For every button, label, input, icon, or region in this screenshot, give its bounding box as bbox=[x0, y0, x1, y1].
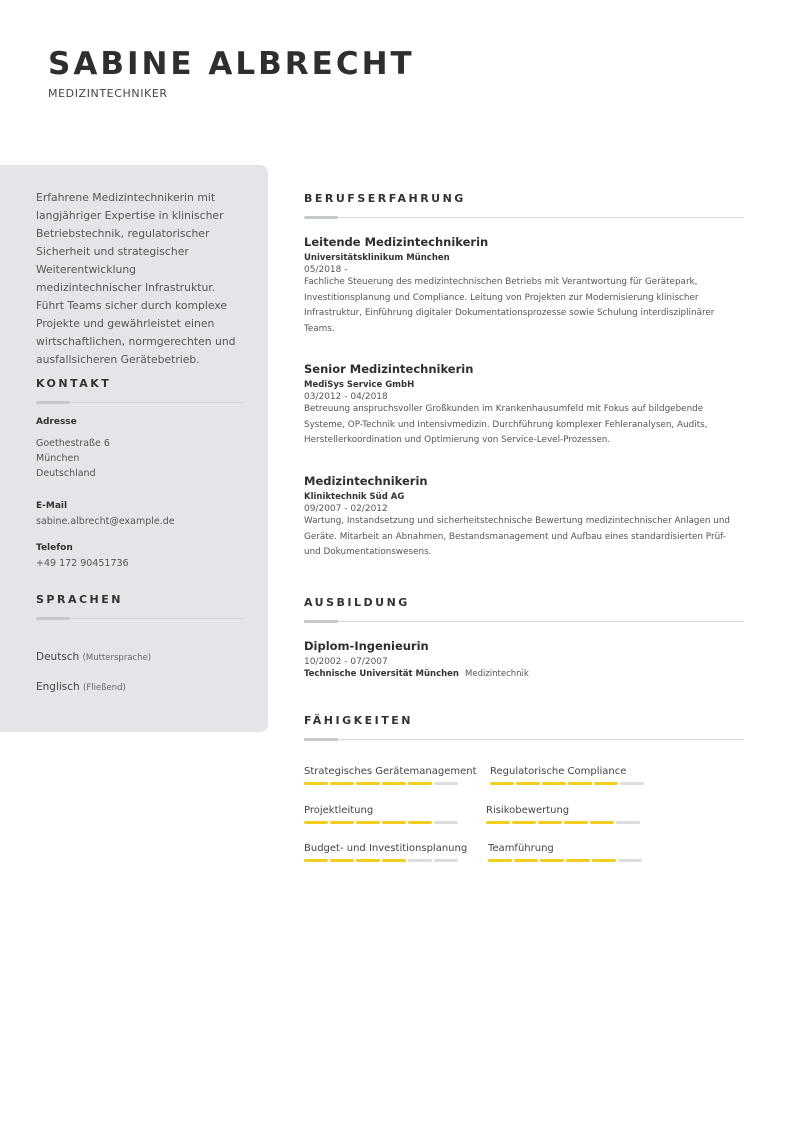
skill-name: Strategisches Gerätemanagement bbox=[304, 766, 477, 777]
job-entry-description: Betreuung anspruchsvoller Großkunden im Krankenhausumfeld mit Fokus auf bildgebende Systeme, OP-Technik und Intensivmedizin. Durchführung komplexer Fehleranalysen, Audits, Herstellerkoordination und Optimierung von Service-Level-Prozessen. bbox=[304, 404, 708, 445]
education-heading: AUSBILDUNG bbox=[304, 596, 410, 609]
skill-level-segment-filled bbox=[330, 859, 354, 862]
skill-level-bar bbox=[488, 859, 642, 862]
profile-summary: Erfahrene Medizintechnikerin mit langjähriger Expertise in klinischer Betriebstechnik, regulatorischer Sicherheit und strategischer Weiterentwicklung medizintechnischer Infrastruktur. Führt Teams sicher durch komplexe Projekte und gewährleistet einen wirtschaftlichen, normgerechten und ausfallsicheren Gerätebetrieb. bbox=[36, 191, 236, 366]
experience-heading: BERUFSERFAHRUNG bbox=[304, 192, 466, 205]
skill-level-segment-filled bbox=[356, 782, 380, 785]
skill-level-segment-empty bbox=[620, 782, 644, 785]
skill-level-segment-filled bbox=[538, 821, 562, 824]
skill-level-bar bbox=[486, 821, 640, 824]
contact-divider-accent bbox=[36, 401, 70, 404]
language-level: (Muttersprache) bbox=[82, 653, 152, 663]
language-level: (Fließend) bbox=[83, 683, 126, 693]
skill-level-segment-filled bbox=[540, 859, 564, 862]
address-line: München bbox=[36, 453, 80, 464]
skill-level-bar bbox=[304, 859, 467, 862]
job-entry-company: Universitätsklinikum München bbox=[304, 253, 450, 263]
skill-item bbox=[488, 843, 642, 862]
skill-level-segment-filled bbox=[304, 859, 328, 862]
skill-level-segment-filled bbox=[486, 821, 510, 824]
skill-level-bar bbox=[304, 821, 458, 824]
job-entry-description: Wartung, Instandsetzung und sicherheitstechnische Bewertung medizintechnischer Anlagen und Geräte. Mitarbeit an Abnahmen, Bestandsmanagement und Aufbau eines standardisierten Prüf- und Dokumentationswesens. bbox=[304, 516, 731, 557]
skill-level-segment-filled bbox=[408, 821, 432, 824]
skill-level-segment-filled bbox=[490, 782, 514, 785]
skill-item bbox=[490, 766, 644, 785]
education-dates: 10/2002 - 07/2007 bbox=[304, 657, 388, 667]
skills-divider-accent bbox=[304, 738, 338, 741]
skill-level-segment-filled bbox=[356, 859, 380, 862]
skill-level-segment-filled bbox=[566, 859, 590, 862]
skill-name: Projektleitung bbox=[304, 805, 374, 816]
skill-level-segment-filled bbox=[542, 782, 566, 785]
skill-level-segment-filled bbox=[592, 859, 616, 862]
skill-level-segment-filled bbox=[512, 821, 536, 824]
skill-level-segment-filled bbox=[382, 859, 406, 862]
skill-level-bar bbox=[490, 782, 644, 785]
phone-label: Telefon bbox=[36, 543, 73, 553]
skill-item bbox=[304, 766, 477, 785]
education-institution: Technische Universität München bbox=[304, 669, 459, 679]
education-degree: Diplom-Ingenieurin bbox=[304, 639, 429, 653]
job-entry-title: Medizintechnikerin bbox=[304, 474, 428, 488]
job-entry-dates: 05/2018 - bbox=[304, 265, 348, 275]
skill-level-segment-empty bbox=[616, 821, 640, 824]
education-divider-accent bbox=[304, 620, 338, 623]
skill-item bbox=[486, 805, 640, 824]
language-item bbox=[36, 651, 151, 663]
skill-level-segment-filled bbox=[564, 821, 588, 824]
skill-level-segment-filled bbox=[568, 782, 592, 785]
language-name: Deutsch bbox=[36, 651, 80, 663]
skill-level-segment-empty bbox=[434, 821, 458, 824]
education-specialization: Medizintechnik bbox=[465, 669, 529, 679]
address-line: Deutschland bbox=[36, 468, 96, 479]
email-link[interactable]: sabine.albrecht@example.de bbox=[36, 516, 175, 527]
skills-heading: FÄHIGKEITEN bbox=[304, 714, 413, 727]
skill-level-segment-empty bbox=[618, 859, 642, 862]
skill-level-segment-filled bbox=[356, 821, 380, 824]
skill-level-segment-empty bbox=[408, 859, 432, 862]
skills-divider bbox=[304, 739, 744, 740]
job-title: MEDIZINTECHNIKER bbox=[48, 87, 168, 100]
skill-name: Budget- und Investitionsplanung bbox=[304, 843, 468, 854]
language-item bbox=[36, 681, 126, 693]
skill-level-segment-filled bbox=[304, 821, 328, 824]
education-divider bbox=[304, 621, 744, 622]
skill-name: Risikobewertung bbox=[486, 805, 570, 816]
skill-level-segment-filled bbox=[516, 782, 540, 785]
email-label: E-Mail bbox=[36, 501, 68, 511]
languages-heading: SPRACHEN bbox=[36, 593, 123, 606]
job-entry bbox=[304, 474, 744, 561]
skill-level-segment-empty bbox=[434, 859, 458, 862]
candidate-name: SABINE ALBRECHT bbox=[48, 46, 415, 82]
contact-heading: KONTAKT bbox=[36, 377, 112, 390]
address-line: Goethestraße 6 bbox=[36, 438, 110, 449]
skill-level-segment-filled bbox=[330, 821, 354, 824]
job-entry bbox=[304, 362, 744, 449]
skill-name: Regulatorische Compliance bbox=[490, 766, 627, 777]
job-entry-company: Kliniktechnik Süd AG bbox=[304, 492, 405, 502]
skill-level-segment-filled bbox=[590, 821, 614, 824]
languages-divider-accent bbox=[36, 617, 70, 620]
skill-level-segment-filled bbox=[488, 859, 512, 862]
job-entry-title: Leitende Medizintechnikerin bbox=[304, 235, 489, 249]
job-entry-company: MediSys Service GmbH bbox=[304, 380, 415, 390]
skill-level-segment-filled bbox=[514, 859, 538, 862]
education-institution-line bbox=[304, 669, 744, 679]
skill-level-segment-filled bbox=[304, 782, 328, 785]
skill-level-segment-filled bbox=[408, 782, 432, 785]
skill-level-segment-filled bbox=[382, 821, 406, 824]
skill-item bbox=[304, 843, 467, 862]
address-label: Adresse bbox=[36, 417, 77, 427]
skill-level-segment-filled bbox=[330, 782, 354, 785]
job-entry-title: Senior Medizintechnikerin bbox=[304, 362, 474, 376]
skill-level-bar bbox=[304, 782, 477, 785]
skill-level-segment-empty bbox=[434, 782, 458, 785]
job-entry bbox=[304, 235, 744, 337]
job-entry-dates: 03/2012 - 04/2018 bbox=[304, 392, 388, 402]
language-name: Englisch bbox=[36, 681, 80, 693]
phone-number[interactable]: +49 172 90451736 bbox=[36, 558, 129, 569]
job-entry-description: Fachliche Steuerung des medizintechnischen Betriebs mit Verantwortung für Gerätepark, Investitionsplanung und Compliance. Leitung von Projekten zur Modernisierung klinischer Infrastruktur, Einführung digitaler Dokumentationsprozesse sowie Schulung interdisziplinärer Teams. bbox=[304, 277, 715, 334]
job-entry-dates: 09/2007 - 02/2012 bbox=[304, 504, 388, 514]
education-entry bbox=[304, 639, 744, 679]
skill-name: Teamführung bbox=[488, 843, 554, 854]
skill-level-segment-filled bbox=[594, 782, 618, 785]
experience-divider bbox=[304, 217, 744, 218]
skill-level-segment-filled bbox=[382, 782, 406, 785]
experience-divider-accent bbox=[304, 216, 338, 219]
skill-item bbox=[304, 805, 458, 824]
